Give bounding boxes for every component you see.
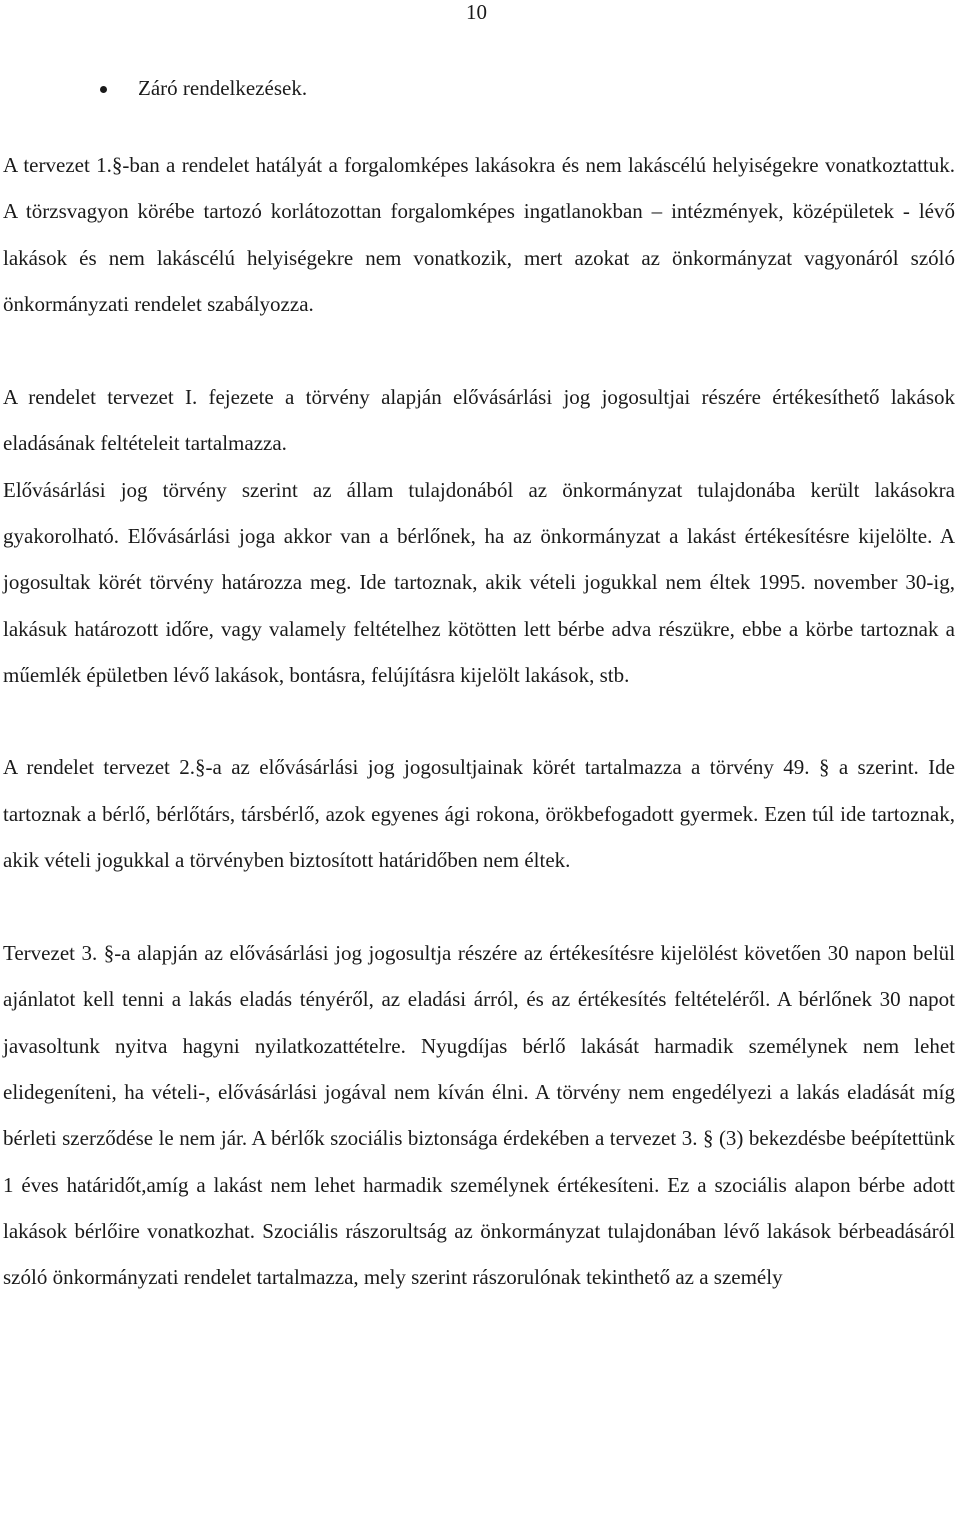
paragraph-section-three: Tervezet 3. §-a alapján az elővásárlási jog jogosultja részére az értékesítésre kijelölést követően 30 napon belül ajánlatot kell tenni a lakás eladás tényéről, az eladási árról, és az értékesítés feltételéről. A bérlőnek 30 napot javasoltunk nyitva hagyni nyilatkozattételre. Nyugdíjas bérlő lakását harmadik személynek nem lehet elidegeníteni, ha vételi-, elővásárlási jogával nem kíván élni. A törvény nem engedélyezi a lakás eladását míg bérleti szerződése le nem jár. A bérlők szociális biztonsága érdekében a tervezet 3. § (3) bekezdésbe beépítettünk 1 éves határidőt,amíg a lakást nem lehet harmadik személynek értékesíteni. Ez a szociális alapon bérbe adott lakások bérlőire vonatkozhat. Szociális rászorultság az önkormányzat tulajdonában lévő lakások bérbeadásáról szóló önkormányzati rendelet tartalmazza, mely szerint rászorulónak tekinthető az a személy [3,941,955,1290]
paragraph-scope: A tervezet 1.§-ban a rendelet hatályát a forgalomképes lakásokra és nem lakáscélú helyiségekre vonatkoztattuk. A törzsvagyon körébe tartozó korlátozottan forgalomképes ingatlanokban – intézmények, középületek - lévő lakások és nem lakáscélú helyiségekre nem vonatkozik, mert azokat az önkormányzat vagyonáról szóló önkormányzati rendelet szabályozza. [3,153,955,316]
paragraph-section-two: A rendelet tervezet 2.§-a az elővásárlási jog jogosultjainak körét tartalmazza a törvény 49. § a szerint. Ide tartoznak a bérlő, bérlőtárs, társbérlő, azok egyenes ági rokona, örökbefogadott gyermek. Ezen túl ide tartoznak, akik vételi jogukkal a törvényben biztosított határidőben nem éltek. [3,755,955,872]
bullet-text: Záró rendelkezések. [138,76,308,100]
paragraph-preemption-right: Elővásárlási jog törvény szerint az állam tulajdonából az önkormányzat tulajdonába került lakásokra gyakorolható. Elővásárlási joga akkor van a bérlőnek, ha az önkormányzat a lakást értékesítésre kijelölte. A jogosultak körét törvény határozza meg. Ide tartoznak, akik vételi jogukkal nem éltek 1995. november 30-ig, lakásuk határozott időre, vagy valamely feltételhez kötötten lett bérbe adva részükre, ebbe a körbe tartoznak a műemlék épületben lévő lakások, bontásra, felújításra kijelölt lakások, stb. [3,477,955,687]
bullet-icon [100,86,107,93]
paragraph-chapter-one: A rendelet tervezet I. fejezete a törvény alapján elővásárlási jog jogosultjai részére értékesíthető lakások eladásának feltételeit tartalmazza. [3,385,955,456]
document-body [3,142,955,1301]
page-number: 10 [466,0,487,24]
bullet-item [100,74,307,102]
